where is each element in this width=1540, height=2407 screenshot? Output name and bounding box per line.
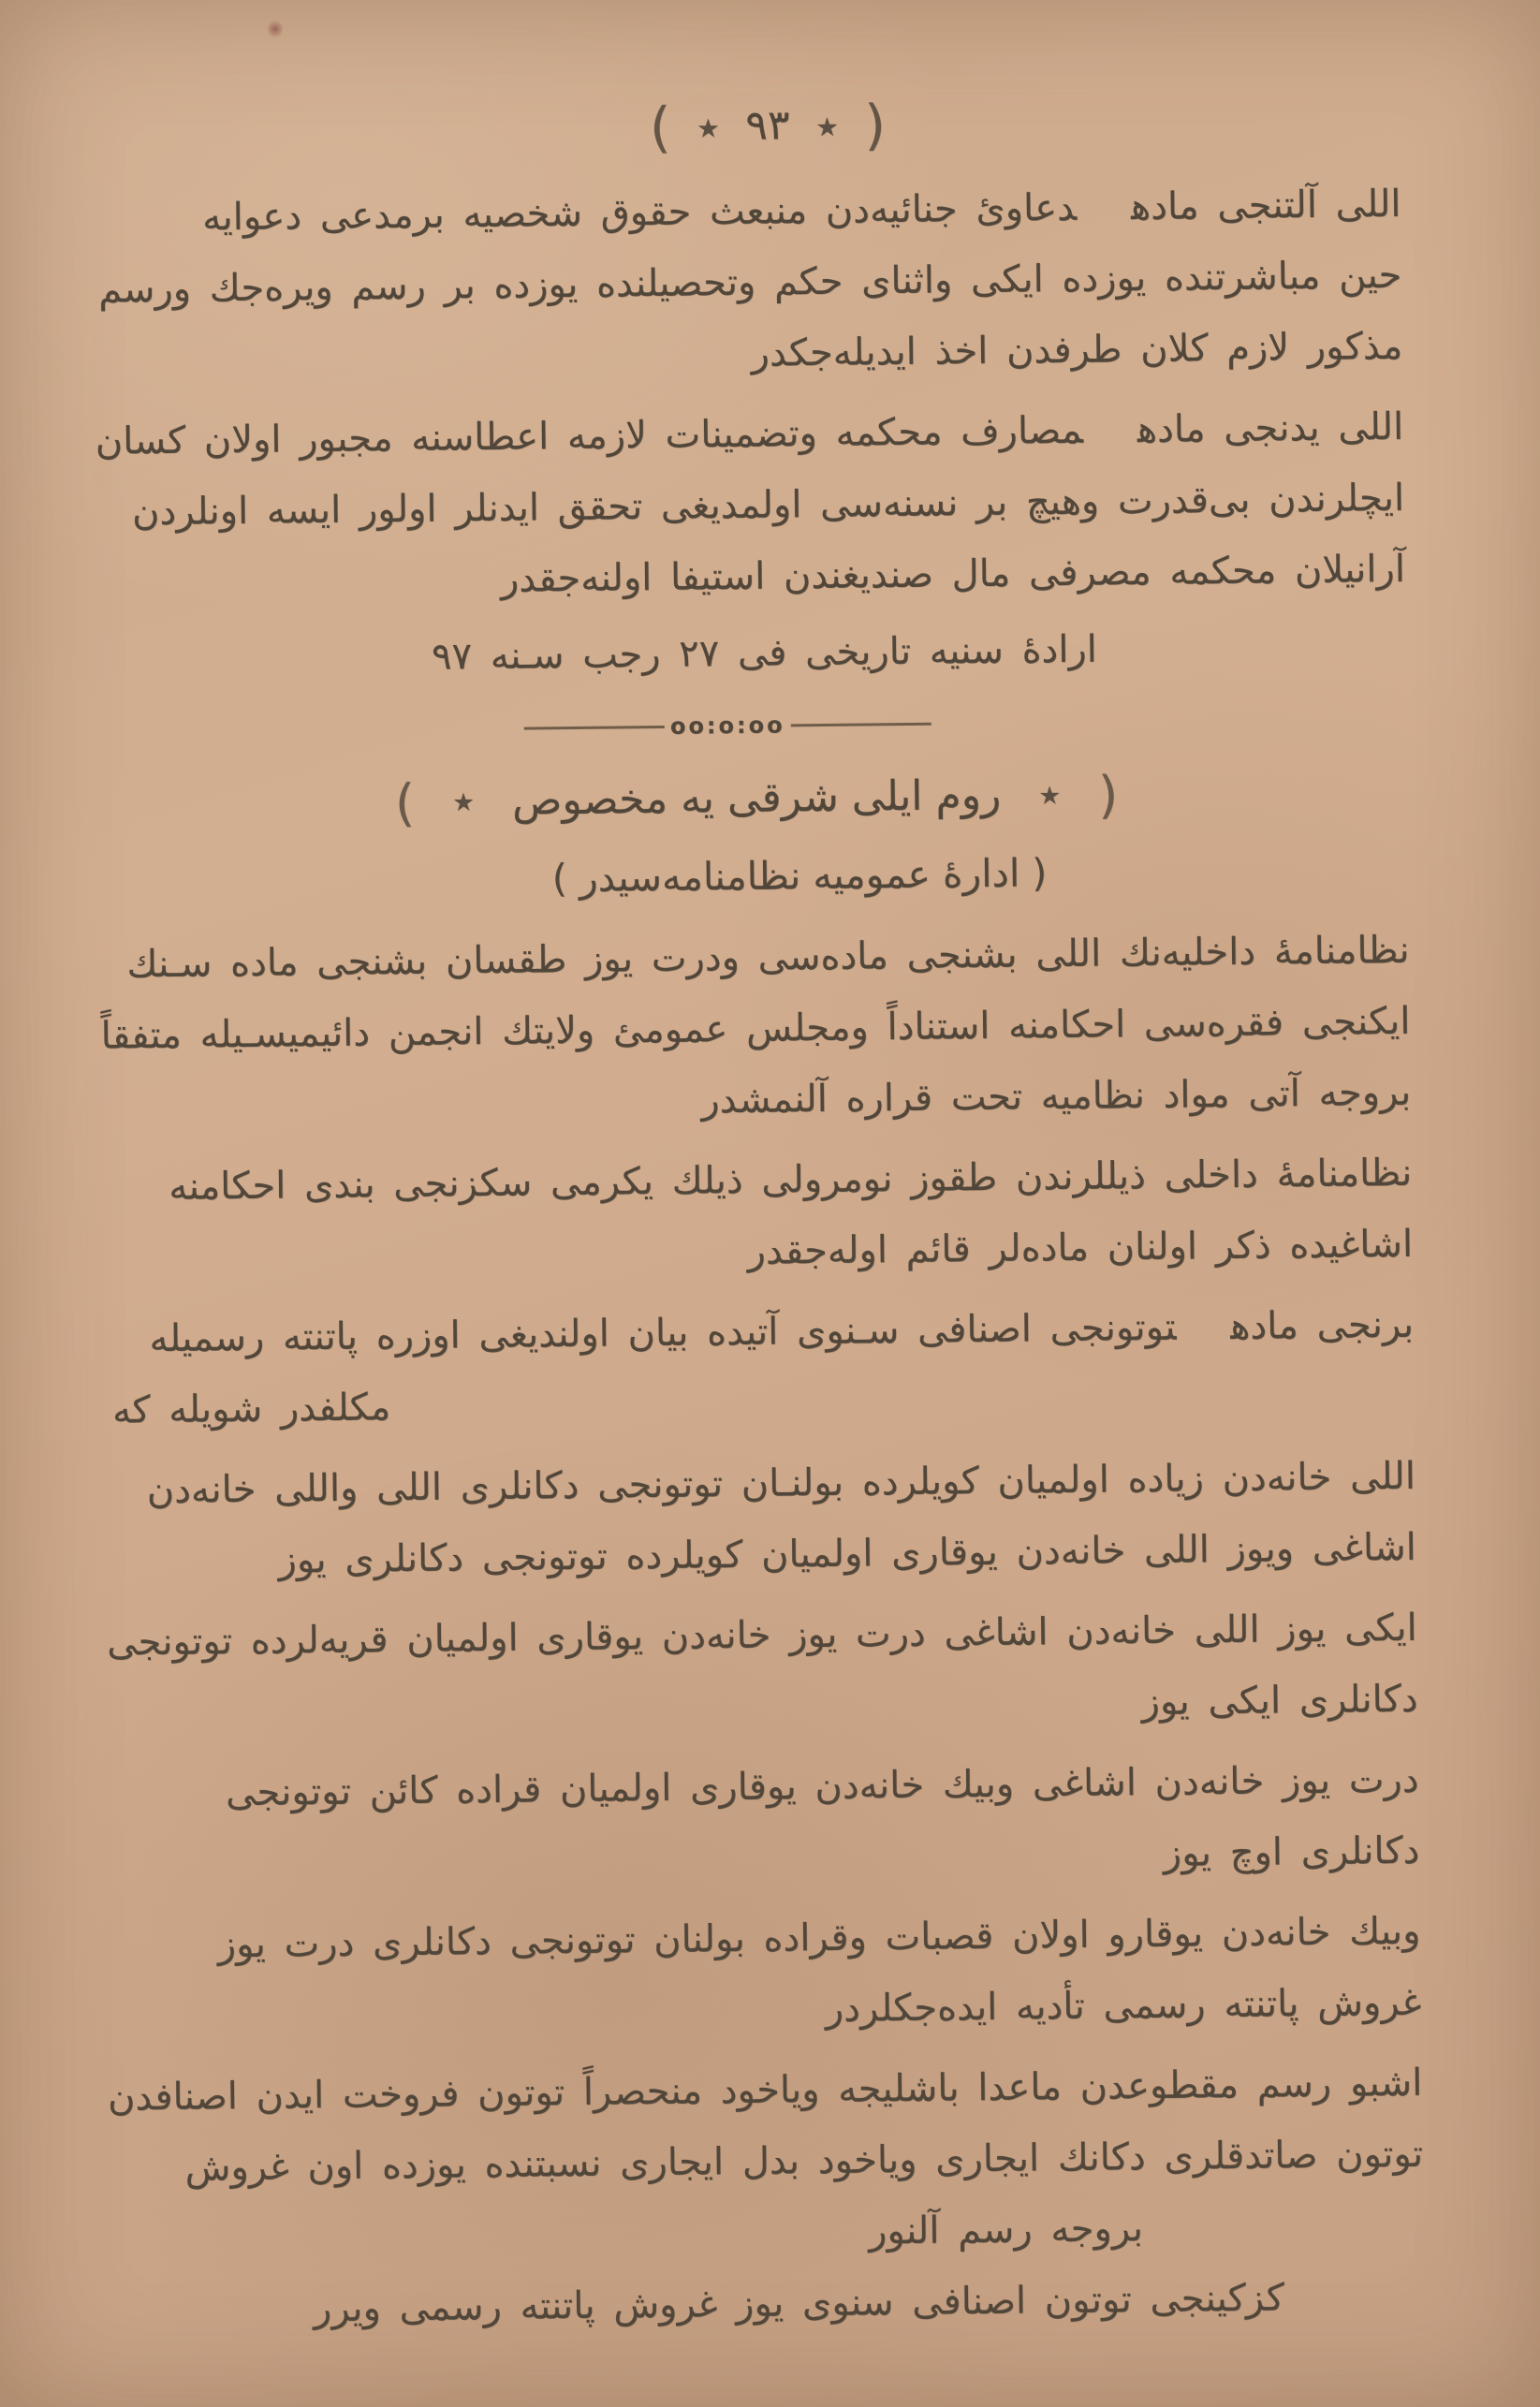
rosette-icon: ٭: [1037, 771, 1062, 819]
text-line: بروجه آتی مواد نظامیه تحت قراره آلنمشدر: [701, 1070, 1412, 1123]
divider-beads-icon: oo:o:oo: [669, 712, 785, 740]
article-label: اللی آلتنجی ماده: [1130, 182, 1401, 229]
text-line: حین مباشرتنده یوزده ایکی واثنای حکم وتحصیلنده یوزده بر رسم ویره‌جك ورسم: [98, 253, 1402, 312]
text-line: اللی خانه‌دن زیاده اولمیان کویلرده بولنـان توتونجی دکانلری اللی واللی خانه‌دن: [146, 1454, 1416, 1513]
section-subtitle: ( اداره‌ٔ عمومیه نظامنامه‌سیدر ): [551, 850, 1048, 902]
text-line-article-1-start: [111, 1289, 1415, 1375]
article-text: مصارف محکمه وتضمینات لازمه اعطاسنه مجبور اولان کسان: [95, 408, 1084, 463]
article-label: اللی یدنجی ماده: [1137, 404, 1404, 452]
text-line: نظامنامه‌ٔ داخلی ذیللرندن طقوز نومرولی ذیلك یکرمی سکزنجی بندی احکامنه: [169, 1151, 1413, 1209]
text-line: درت یوز خانه‌دن اشاغی وبیك خانه‌دن یوقاری اولمیان قراده کائن توتونجی: [225, 1757, 1419, 1815]
divider-rule: [791, 722, 931, 727]
paper-stain: [268, 19, 283, 39]
section-title: روم ایلی شرقی یه مخصوص: [511, 771, 1002, 825]
page-number-row: [135, 79, 1401, 173]
section-divider: [105, 692, 1352, 760]
text-line: ایکی یوز اللی خانه‌دن اشاغی درت یوز خانه‌دن یوقاری اولمیان قریه‌لرده توتونجی: [106, 1606, 1418, 1665]
rosette-icon: ٭: [451, 777, 476, 826]
page-number: ٩٣: [745, 101, 790, 150]
text-line: ایچلرندن بی‌قدرت وهیچ بر نسنه‌سی اولمدیغی تحقق ایدنلر اولور ایسه اونلردن: [131, 476, 1405, 535]
text-line: کزکینجی توتون اصنافی سنوی یوز غروش پاتنته رسمی ویرر: [313, 2276, 1285, 2331]
text-line: بروجه رسم آلنور: [868, 2207, 1144, 2253]
text-line: غروش پاتنته رسمی تأدیه ایده‌جکلردر: [825, 1980, 1422, 2032]
article-label: برنجی ماده: [1230, 1302, 1415, 1349]
title-paren-open: (: [1097, 765, 1119, 825]
text-line: توتون صاتدقلری دکانك ایجاری ویاخود بدل ایجاری نسبتنده یوزده اون غروش: [184, 2132, 1424, 2190]
text-line: دکانلری ایکی یوز: [1141, 1677, 1418, 1725]
section-title-row: [105, 751, 1408, 847]
text-line: دکانلری اوچ یوز: [1163, 1828, 1420, 1875]
article-text: دعاوئ جنائیه‌دن منبعث حقوق شخصیه برمدعی دعوایه: [201, 185, 1078, 240]
text-line: ایکنجی فقره‌سی احکامنه استناداً ومجلس عمومئ ولایتك انجمن دائیمیسـیله متفقاً: [100, 999, 1411, 1058]
text-line: وبیك خانه‌دن یوقارو اولان قصبات وقراده بولنان توتونجی دکانلری درت یوز: [217, 1909, 1421, 1967]
text-line: آرانیلان محکمه مصرفی مال صندیغندن استیفا اولنه‌جقدر: [500, 547, 1406, 601]
page-content: [97, 79, 1425, 2347]
text-line: اشاغیده ذکر اولنان ماده‌لر قائم اوله‌جقدر: [747, 1222, 1414, 1273]
date-line: اراده‌ٔ سنیه تاریخی فی ٢٧ رجب سـنه ٩٧: [431, 627, 1098, 679]
rosette-icon: ٭: [814, 99, 840, 152]
divider-rule: [524, 725, 665, 729]
text-line: مذکور لازم کلان طرفدن اخذ ایدیله‌جکدر: [751, 324, 1403, 375]
page-number-paren-open: (: [864, 93, 887, 157]
text-line: اشاغی ویوز اللی خانه‌دن یوقاری اولمیان کویلرده توتونجی دکانلری یوز: [278, 1525, 1417, 1582]
text-line: اشبو رسم مقطوعدن ماعدا باشلیجه ویاخود منحصراً توتون فروخت ایدن اصنافدن: [107, 2061, 1423, 2120]
text-line: مکلفدر شویله که: [111, 1386, 391, 1432]
text-line: نظامنامه‌ٔ داخلیه‌نك اللی بشنجی ماده‌سی ودرت یوز طقسان بشنجی ماده سـنك: [126, 928, 1410, 987]
page-number-paren-close: ): [649, 95, 671, 160]
rosette-icon: ٭: [696, 101, 721, 153]
title-paren-close: ): [394, 772, 416, 833]
article-text: توتونجی اصنافی سـنوی آتیده بیان اولندیغی اوزره پاتنته رسمیله: [149, 1305, 1177, 1361]
